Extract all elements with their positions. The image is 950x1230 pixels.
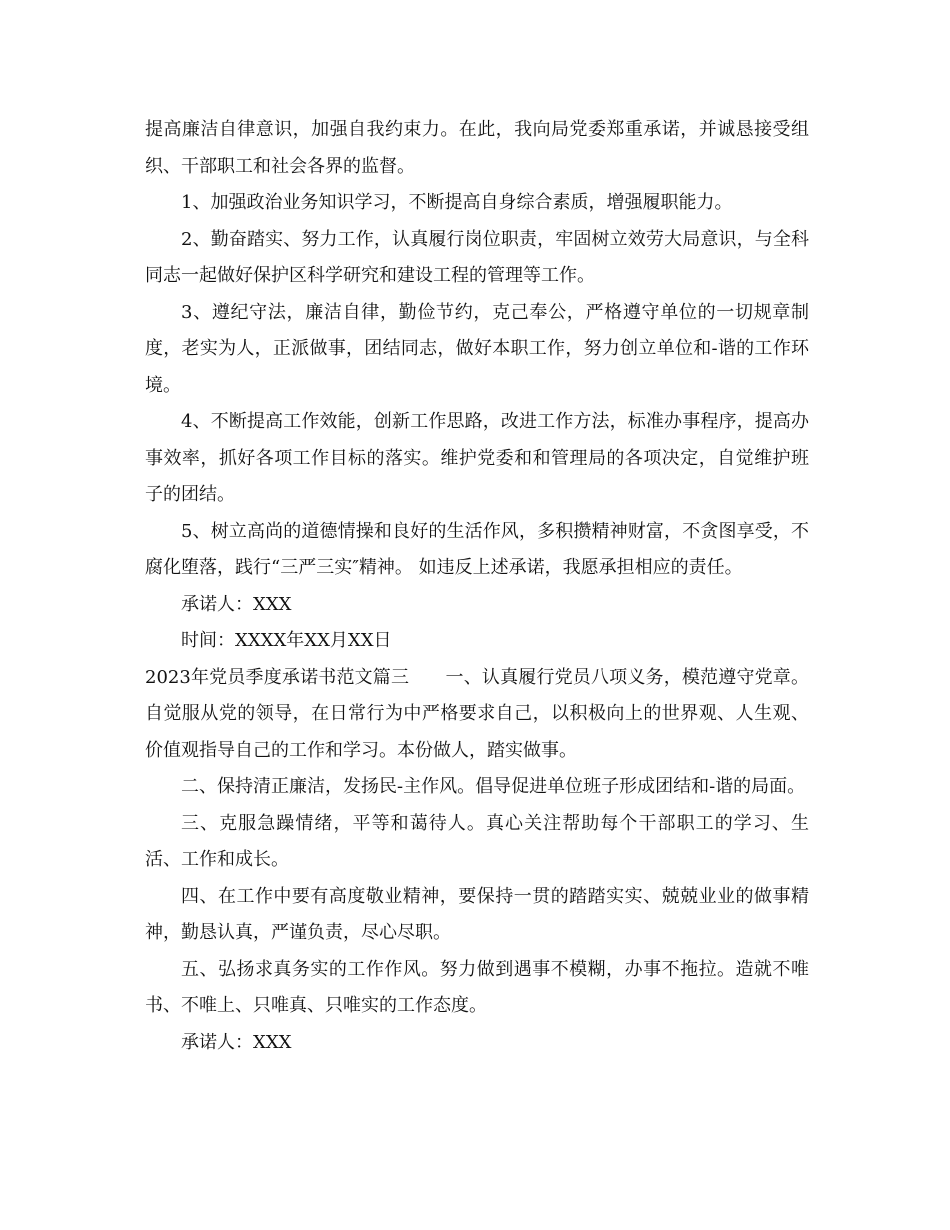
paragraph-section-4: 四、在工作中要有高度敬业精神，要保持一贯的踏踏实实、兢兢业业的做事精神，勤恳认真，严谨负责，尽心尽职。 xyxy=(145,885,809,943)
paragraph-item-3: 3、遵纪守法，廉洁自律，勤俭节约，克己奉公，严格遵守单位的一切规章制度，老实为人，正派做事，团结同志，做好本职工作，努力创立单位和-谐的工作环境。 xyxy=(145,301,809,396)
date-line: 时间：XXXX年XX月XX日 xyxy=(181,630,392,651)
paragraph-item-5: 5、树立高尚的道德情操和良好的生活作风，多积攒精神财富，不贪图享受，不腐化堕落，践行“三严三实″精神。 如违反上述承诺，我愿承担相应的责任。 xyxy=(145,520,809,578)
signatory-line: 承诺人：XXX xyxy=(181,593,292,615)
document-body xyxy=(145,112,809,1061)
paragraph-section-3: 三、克服急躁情绪，平等和蔼待人。真心关注帮助每个干部职工的学习、生活、工作和成长。 xyxy=(145,812,809,870)
paragraph-item-2: 2、勤奋踏实、努力工作，认真履行岗位职责，牢固树立效劳大局意识，与全科同志一起做好保护区科学研究和建设工程的管理等工作。 xyxy=(145,228,809,286)
paragraph-intro-continuation: 提高廉洁自律意识，加强自我约束力。在此，我向局党委郑重承诺，并诚恳接受组织、干部职工和社会各界的监督。 xyxy=(145,119,809,177)
paragraph-section-5: 五、弘扬求真务实的工作作风。努力做到遇事不模糊，办事不拖拉。造就不唯书、不唯上、只唯真、只唯实的工作态度。 xyxy=(145,958,809,1016)
paragraph-item-4: 4、不断提高工作效能，创新工作思路，改进工作方法，标准办事程序，提高办事效率，抓好各项工作目标的落实。维护党委和和管理局的各项决定，自觉维护班子的团结。 xyxy=(145,411,809,505)
signatory-line-2: 承诺人：XXX xyxy=(181,1031,292,1053)
paragraph-item-1: 1、加强政治业务知识学习，不断提高自身综合素质，增强履职能力。 xyxy=(181,192,733,213)
section-three-heading-paragraph: 2023年党员季度承诺书范文篇三 一、认真履行党员八项义务，模范遵守党章。自觉服从党的领导，在日常行为中严格要求自己，以积极向上的世界观、人生观、价值观指导自己的工作和学习。本份做人，踏实做事。 xyxy=(145,666,809,761)
paragraph-section-2: 二、保持清正廉洁，发扬民-主作风。倡导促进单位班子形成团结和-谐的局面。 xyxy=(181,776,806,797)
